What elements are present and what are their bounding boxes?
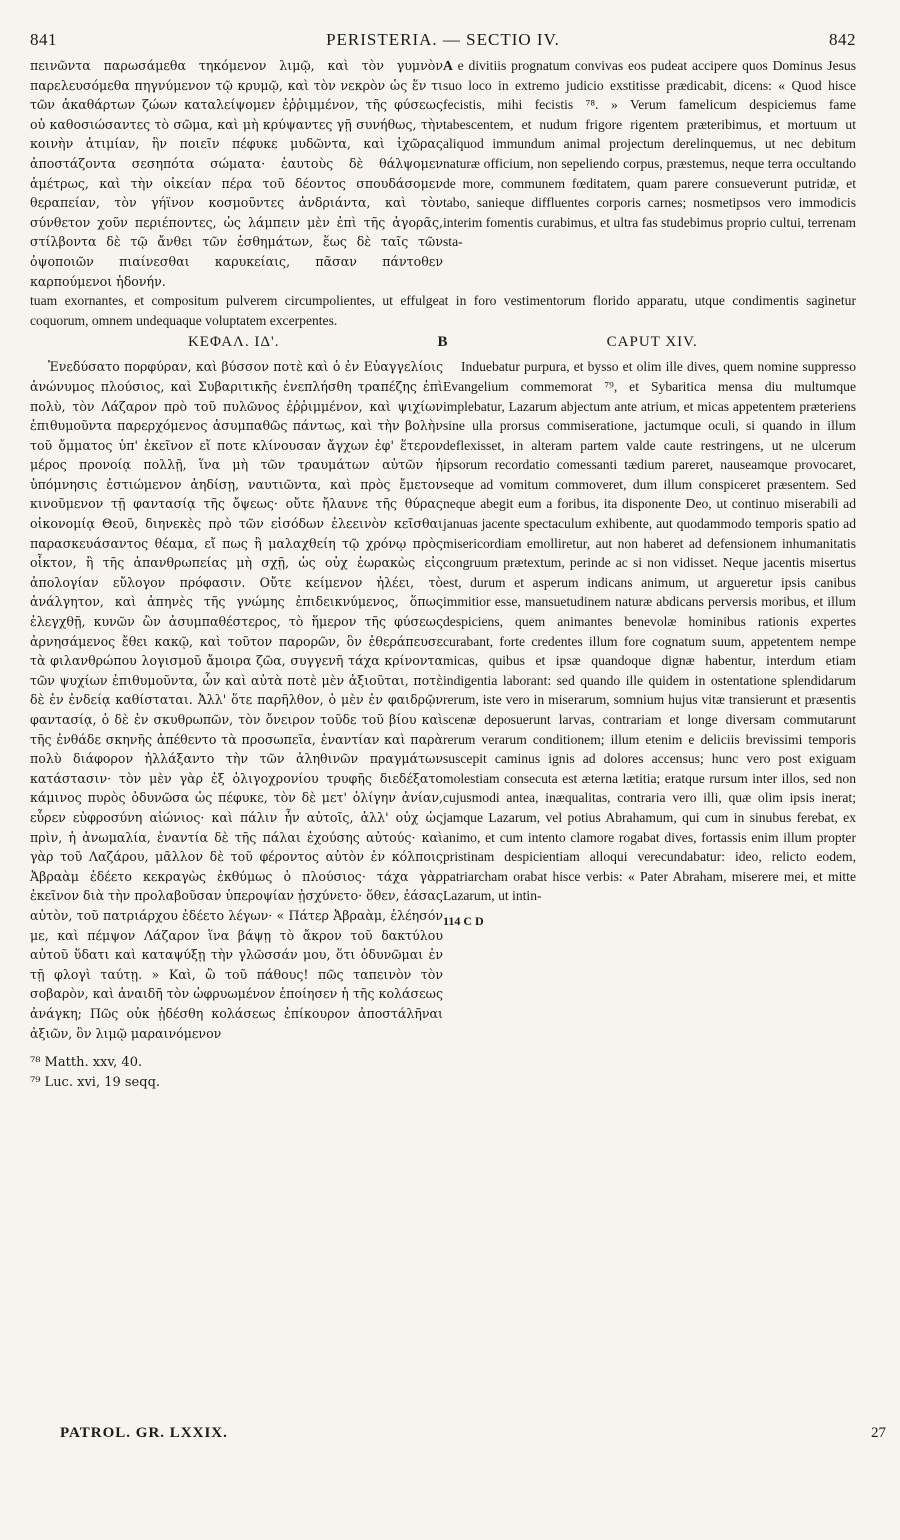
left-page-number: 841 (30, 30, 57, 49)
latin-chapter-heading: CAPUT XIV. (606, 334, 698, 351)
footnote-79: ⁷⁹ Luc. xvi, 19 seqq. (30, 1074, 161, 1090)
latin-text-main: Induebatur purpura, et bysso et olim ille dives, quem nomine suppresso Evangelium commemorat ⁷⁹, et Sybaritica mensa diu multumque implebatur, Lazarum abjectum ante atrium, et micas appetentem præteriens sine ulla prorsus commiseratione, jactumque oculi, si quando in illum deflexisset, in alteram partem valde caute restringens, ut ne ulcerum ipsorum recordatio comessanti tædium pareret, nauseamque provocaret, seque ad vomitum commoveret, dum illum conspiceret præsentem. Sed neque abegit eum a foribus, ita disponente Deo, ut continuo miserabili ad januas jacente spectaculum exhibente, aut quodammodo temporis spatio ad misericordiam emolliretur, aut non haberet ad defensionem inhumanitatis congruum prætextum, perinde ac si non vidisset. Neque jacentis misertus est, durum et asperum indicans animum, ut argueretur ipsis canibus immitior esse, mansuetudinem naturæ abdicans perversis moribus, et illum despiciens, quem animantes benevolæ hominibus rationis expertes curabant, forte credentes illum fore cognatum suum, appetentem nempe micas, quibus et ipsæ quandoque dignæ habentur, interdum etiam indigentia laborant: sed quando ille quidem in ostentatione splendidarum rerum, iste vero in miserarum, somnium hujus vitæ transierunt et præsentis scenæ deposuerunt larvas, contrariam et longe diversam commutarunt rerum verarum conditionem; illum etenim e deliciis brevissimi temporis suscepit caminus ignis ad dolores accensus; hunc vero post exiguam molestiam consecuta est æterna lætitia; eratque rursum inter illos, sed non cujusmodi antea, inæqualitas, contraria vero illi, quæ olim ipsis inerat; jamque Lazarum, vel potius Abrahamum, qui cum in sinubus ferebat, ex animo, et cum intento clamore rogabat dives, fortassis enim illum propter pristinam despicientiam alloqui verecundabatur: ideo, relicto eodem, patriarcham orabat hisce verbis: « Pater Abraham, miserere mei, et mitte Lazarum, ut intin- (443, 359, 856, 904)
full-width-latin-line: tuam exornantes, et compositum pulverem circumpolientes, ut effulgeat in foro vestimentorum florido apparatu, utque condimentis saginetur coquorum, omnem undequaque voluptatem excerpentes. (30, 293, 856, 328)
top-columns (30, 56, 856, 291)
margin-marker-a: A (443, 58, 453, 73)
greek-column-main (30, 357, 443, 1092)
margin-marker-c: C (463, 913, 473, 928)
greek-column-top (30, 56, 443, 291)
latin-column-main (443, 357, 856, 1092)
series-label: PATROL. GR. LXXIX. (60, 1425, 228, 1441)
margin-marker-d: D (475, 913, 484, 928)
main-columns (30, 357, 856, 1092)
latin-text-top: e divitiis prognatum convivas eos pudeat accipere quos Dominus Jesus suo loco in extremo judicio exstitisse prædicabit, dicens: « Quod hisce fecistis, mihi fecistis ⁷⁸. » Verum famelicum despiciemus fame tabescentem, et nudum frigore rigentem præteribimus, et mortuum ut aliquod immundum animal projectum derelinquemus, ut nec debitum naturæ officium, non sepeliendo corpus, præstemus, neque terra occultando de more, communem fœditatem, quam parere consueverunt putridæ, et tabo, sanieque diffluentes corporis carnes; nosmetipsos vero immodicis interim fomentis curabimus, et ultra fas studebimus proprio cultui, terrenam sta- (443, 58, 856, 250)
margin-marker-114: 114 (443, 913, 461, 928)
greek-text-top: πεινῶντα παρωσάμεθα τηκόμενον λιμῷ, καὶ τὸν γυμνὸν παρελευσόμεθα πηγνύμενον τῷ κρυμῷ, καὶ τὸν νεκρὸν ὡς ἕν τι τῶν ἀκαθάρτων ζώων καταλείψομεν ἐῤῥιμμένον, τῆς φύσεως οὐ καθοσιώσαντες τὸ σῶμα, καὶ μὴ κρύψαντες γῇ συνήθως, τὴν κοινὴν ἀτιμίαν, ἣν ποιεῖν πέφυκε μυδῶντα, καὶ ἰχῶρας ἀποστάζοντα σεσηπότα σώματα· ἑαυτοὺς δὲ θάλψομεν ἀμέτρως, καὶ τὴν οἰκείαν πέρα τοῦ δέοντος σπουδάσομεν θεραπείαν, τὸν γήϊνον κοσμοῦντες ἀνδριάντα, καὶ τὸν σύνθετον χοῦν περιέποντες, ὡς λάμπειν μὲν ἐπὶ τῆς ἀγορᾶς, στίλβοντα δὲ τῷ ἄνθει τῶν ἐσθημάτων, ἕως δὲ ταῖς τῶν ὀψοποιῶν πιαίνεσθαι καρυκείαις, πᾶσαν πάντοθεν καρπούμενοι ἡδονήν. (30, 58, 443, 289)
right-page-number: 842 (829, 30, 856, 49)
margin-marker-b: B (437, 334, 449, 351)
greek-text-main: Ἐνεδύσατο πορφύραν, καὶ βύσσον ποτὲ καὶ ὁ ἐν Εὐαγγελίοις ἀνώνυμος πλούσιος, καὶ Συβαριτικῆς ἐνεπλήσθη τραπέζης ἐπὶ πολὺ, τὸν Λάζαρον πρὸ τοῦ πυλῶνος ἐῤῥιμμένον, καὶ ψιχίων ἐπιθυμοῦντα παρερχόμενος ἀσυμπαθῶς πάντως, καὶ τὴν βολὴν τοῦ ὄμματος ὑπ' ἐκεῖνον εἴ ποτε κλίνουσαν ἄγχων ἐφ' ἕτερον μέρος προνοίᾳ πολλῇ, ἵνα μὴ τῶν τραυμάτων αὐτῶν ἡ ὑπόμνησις ἐστιώμενον ἀηδίσῃ, ναυτιῶντα, καὶ πρὸς ἔμετον κινοῦμενον τῇ φαντασίᾳ τῆς ὄψεως· οὔτε ἤλαυνε τῆς θύρας οἰκονομίᾳ Θεοῦ, διηνεκὲς πρὸ τῶν εἰσόδων ἐλεεινὸν κεῖσθαι παρασκευάσαντος θέαμα, εἴ πως ἢ μαλαχθείη τῷ χρόνῳ πρὸς οἶκτον, ἢ τῆς ἀπανθρωπείας μὴ σχῇ, ὡς οὐχ ἑωρακὼς εἰς ἀπολογίαν εὔλογον πρόφασιν. Οὔτε κείμενον ἠλέει, τὸ ἀνάλγητον, καὶ ἀπηνὲς τῆς γνώμης ἐπιδεικνύμενος, ὅπως ἐλεγχθῇ, κυνῶν ὢν ἀσυμπαθέστερος, τὸ ἥμερον τῆς φύσεως ἀρνησάμενος ἔθει κακῷ, καὶ τοῦτον παρορῶν, ὃν ἐθεράπευσε τὰ φιλανθρώπου λογισμοῦ ἄμοιρα ζῶα, συγγενῆ τάχα κρίνοντα τῶν ψυχίων ἐπιθυμοῦντα, ὧν καὶ αὐτὰ ποτὲ μὲν ἀξιοῦται, ποτὲ δὲ ἐν ἐνδείᾳ καθίσταται. Ἀλλ' ὅτε παρῆλθον, ὁ μὲν ἐν φαιδρῷν φαντασίᾳ, ὁ δὲ ἐν σκυθρωπῶν, τὸν ὄνειρον τοῦδε τοῦ βίου καὶ τῆς ἐνθάδε σκηνῆς ἀπέθεντο τὰ προσωπεῖα, ἐναντίαν καὶ παρὰ πολὺ διάφορον ἠλλάξαντο τὴν τῶν ἀληθινῶν πραγμάτων κατάστασιν· τὸν μὲν γὰρ ἐξ ὀλιγοχρονίου τρυφῆς διεδέξατο κάμινος πυρὸς ὀδυνῶσα ὡς πέφυκε, τὸν δὲ μετ' ὀλίγην ἀνίαν, εὗρεν εὐφροσύνη αἰώνιος· καὶ πάλιν ἦν αὐτοῖς, ἀλλ' οὐχ ὡς πρὶν, ἡ ἀνωμαλία, ἐναντία δὲ τῆς πάλαι ἐχούσης αὐτούς· καὶ γὰρ τοῦ Λαζάρου, μᾶλλον δὲ τοῦ φέροντος αὐτὸν ἐν κόλποις Ἀβραὰμ ἐδέετο κεκραγὼς ἐκθύμως ὁ πλούσιος· τάχα γὰρ ἐκεῖνον διὰ τὴν προλαβοῦσαν ὑπεροψίαν ᾐσχύνετο· ὅθεν, ἐάσας αὐτὸν, τοῦ πατριάρχου ἐδέετο λέγων· « Πάτερ Ἀβραὰμ, ἐλέησόν με, καὶ πέμψον Λάζαρον ἵνα βάψῃ τὸ ἄκρον τοῦ δακτύλου αὐτοῦ ὕδατι καὶ καταψύξῃ τὴν γλῶσσάν μου, ὅτι ὀδυνῶμαι ἐν τῇ φλογὶ ταύτῃ. » Καὶ, ὢ τοῦ πάθους! πῶς ταπεινὸν τὸν σοβαρὸν, καὶ ἀναιδῆ τὸν ὠφρυωμένον ἐποίησεν ἡ τῆς κολάσεως ἀνάγκη; Πῶς οὐκ ᾐδέσθη κολάσεως ἐπίκουρον ἀποστάλῆναι ἀξιῶν, ὃν λιμῷ μαραινόμενον (30, 359, 443, 1041)
footnotes (30, 1053, 443, 1092)
chapter-heading-row (30, 334, 856, 351)
page-footer (60, 1425, 886, 1442)
signature-mark: 27 (871, 1425, 886, 1441)
greek-chapter-heading: ΚΕΦΑΛ. ΙΔ'. (187, 334, 280, 351)
running-header (30, 30, 856, 50)
running-title: PERISTERIA. — SECTIO IV. (326, 30, 560, 49)
footnote-78: ⁷⁸ Matth. xxv, 40. (30, 1055, 143, 1071)
latin-column-top (443, 56, 856, 291)
